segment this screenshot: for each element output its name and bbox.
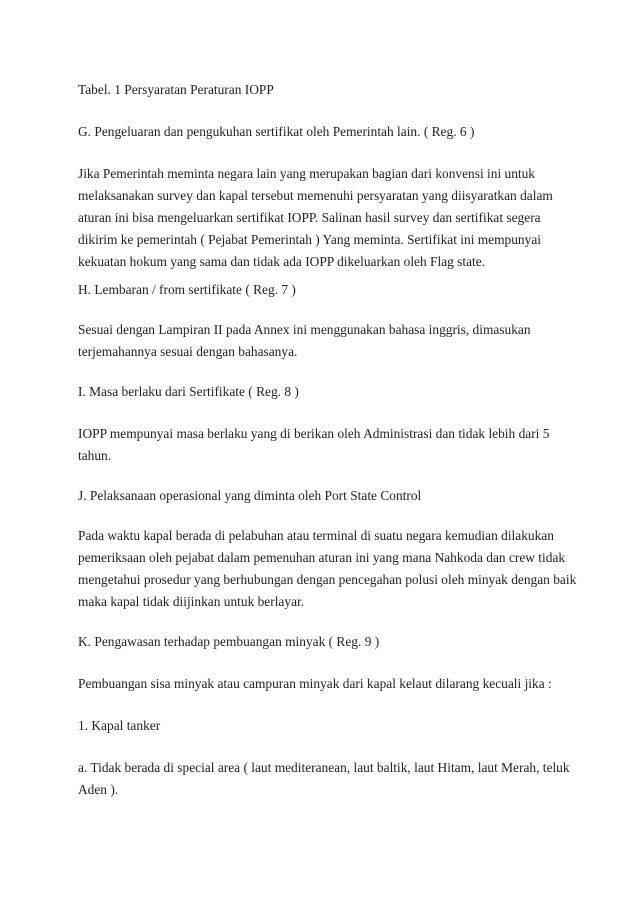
heading-i: I. Masa berlaku dari Sertifikate ( Reg. 8 ): [78, 384, 299, 399]
list-item-a-line-2: Aden ).: [78, 782, 119, 797]
paragraph-h-line-2: terjemahannya sesuai dengan bahasanya.: [78, 344, 298, 359]
paragraph-k: Pembuangan sisa minyak atau campuran minyak dari kapal kelaut dilarang kecuali jika :: [78, 676, 552, 691]
paragraph-j-line-1: Pada waktu kapal berada di pelabuhan atau terminal di suatu negara kemudian dilakukan: [78, 528, 554, 543]
table-caption: Tabel. 1 Persyaratan Peraturan IOPP: [78, 82, 274, 97]
heading-g: G. Pengeluaran dan pengukuhan sertifikat oleh Pemerintah lain. ( Reg. 6 ): [78, 124, 475, 139]
paragraph-g-line-4: dikirim ke pemerintah ( Pejabat Pemerintah ) Yang meminta. Sertifikat ini mempunyai: [78, 232, 541, 247]
paragraph-j-line-4: maka kapal tidak diijinkan untuk berlayar.: [78, 594, 305, 609]
paragraph-g-line-3: aturan ini bisa mengeluarkan sertifikat IOPP. Salinan hasil survey dan sertifikat segera: [78, 210, 541, 225]
heading-h: H. Lembaran / from sertifikate ( Reg. 7 ): [78, 282, 296, 297]
list-item-a-line-1: a. Tidak berada di special area ( laut mediteranean, laut baltik, laut Hitam, laut Merah, teluk: [78, 760, 570, 775]
paragraph-i-line-1: IOPP mempunyai masa berlaku yang di berikan oleh Administrasi dan tidak lebih dari 5: [78, 426, 550, 441]
paragraph-j-line-3: mengetahui prosedur yang berhubungan dengan pencegahan polusi oleh minyak dengan baik: [78, 572, 577, 587]
paragraph-j-line-2: pemeriksaan oleh pejabat dalam pemenuhan aturan ini yang mana Nahkoda dan crew tidak: [78, 550, 566, 565]
paragraph-g-line-5: kekuatan hokum yang sama dan tidak ada IOPP dikeluarkan oleh Flag state.: [78, 254, 486, 269]
paragraph-g-line-2: melaksanakan survey dan kapal tersebut memenuhi persyaratan yang diisyaratkan dalam: [78, 188, 553, 203]
heading-k: K. Pengawasan terhadap pembuangan minyak ( Reg. 9 ): [78, 634, 380, 649]
heading-j: J. Pelaksanaan operasional yang diminta oleh Port State Control: [78, 488, 422, 503]
list-item-1: 1. Kapal tanker: [78, 718, 161, 733]
paragraph-g-line-1: Jika Pemerintah meminta negara lain yang merupakan bagian dari konvensi ini untuk: [78, 166, 536, 181]
paragraph-i-line-2: tahun.: [78, 448, 112, 463]
paragraph-h-line-1: Sesuai dengan Lampiran II pada Annex ini menggunakan bahasa inggris, dimasukan: [78, 322, 531, 337]
